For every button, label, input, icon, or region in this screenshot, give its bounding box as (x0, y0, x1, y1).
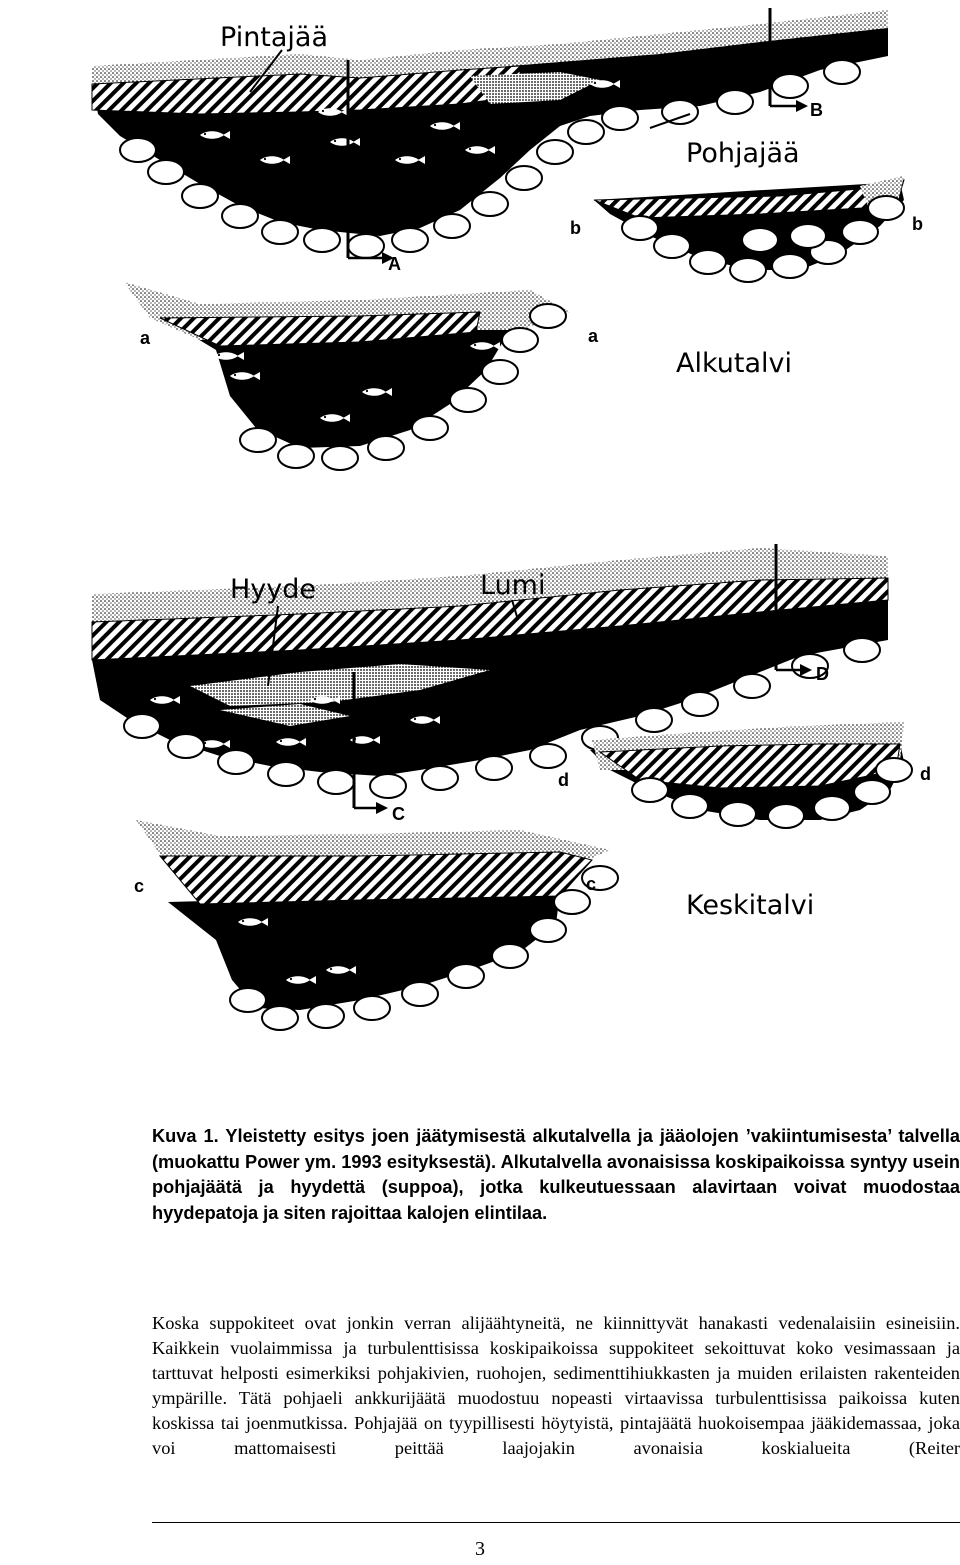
label-lumi: Lumi (480, 570, 546, 601)
midwinter-cross-section-d (590, 722, 912, 828)
page-number: 3 (475, 1538, 485, 1560)
cross-label-d-right: d (920, 764, 931, 784)
cross-label-c-left: c (134, 876, 145, 896)
cross-label-b-left: b (570, 218, 581, 238)
midwinter-cross-section-c (136, 820, 618, 1030)
body-paragraph: Koska suppokiteet ovat jonkin verran alijäähtyneitä, ne kiinnittyvät hanakasti vedenalaisiin esineisiin. Kaikkein vuolaimmissa ja turbulenttisissa koskipaikoissa suppokiteet sekoittuvat koko vesimassaan ja tarttuvat helposti esimerkiksi pohjakivien, ruohojen, sedimenttihiukkasten ja muiden erilaisten rakenteiden ympärille. Tätä pohjaeli ankkurijäätä muodostuu nopeasti virtaavissa turbulenttisissa paikoissa kuten koskissa tai joenmutkissa. Pohjajää on tyypillisesti höytyistä, pintajäätä huokoisempaa jääkidemassaa, joka voi mattomaisesti peittää laajojakin avonaisia koskialueita (Reiter (152, 1313, 960, 1458)
label-pintajaa: Pintajää (220, 22, 329, 53)
footer-divider (152, 1522, 960, 1523)
section-label-B: B (810, 100, 823, 120)
cross-label-c-right: c (586, 874, 597, 894)
section-label-A: A (388, 254, 401, 274)
early-winter-cross-section-b (594, 176, 904, 282)
label-pohjajaa: Pohjajää (686, 138, 800, 169)
early-winter-cross-section-a (124, 282, 570, 470)
cross-label-a-right: a (588, 326, 599, 346)
section-label-D: D (816, 664, 829, 684)
label-keskitalvi: Keskitalvi (686, 890, 815, 921)
cross-label-a-left: a (140, 328, 151, 348)
cross-label-b-right: b (912, 214, 923, 234)
figure-caption: Kuva 1. Yleistetty esitys joen jäätymisestä alkutalvella ja jääolojen ’vakiintumisesta’ talvella (muokattu Power ym. 1993 esityksestä). Alkutalvella avonaisissa koskipaikoissa syntyy usein pohjajäätä ja hyydettä (suppoa), jotka kulkeutuessaan alavirtaan voivat muodostaa hyydepatoja ja siten rajoittaa kalojen elintilaa. (152, 1126, 960, 1223)
label-hyyde: Hyyde (230, 574, 317, 605)
label-alkutalvi: Alkutalvi (676, 348, 793, 379)
cross-label-d-left: d (558, 770, 569, 790)
section-label-C: C (392, 804, 405, 824)
